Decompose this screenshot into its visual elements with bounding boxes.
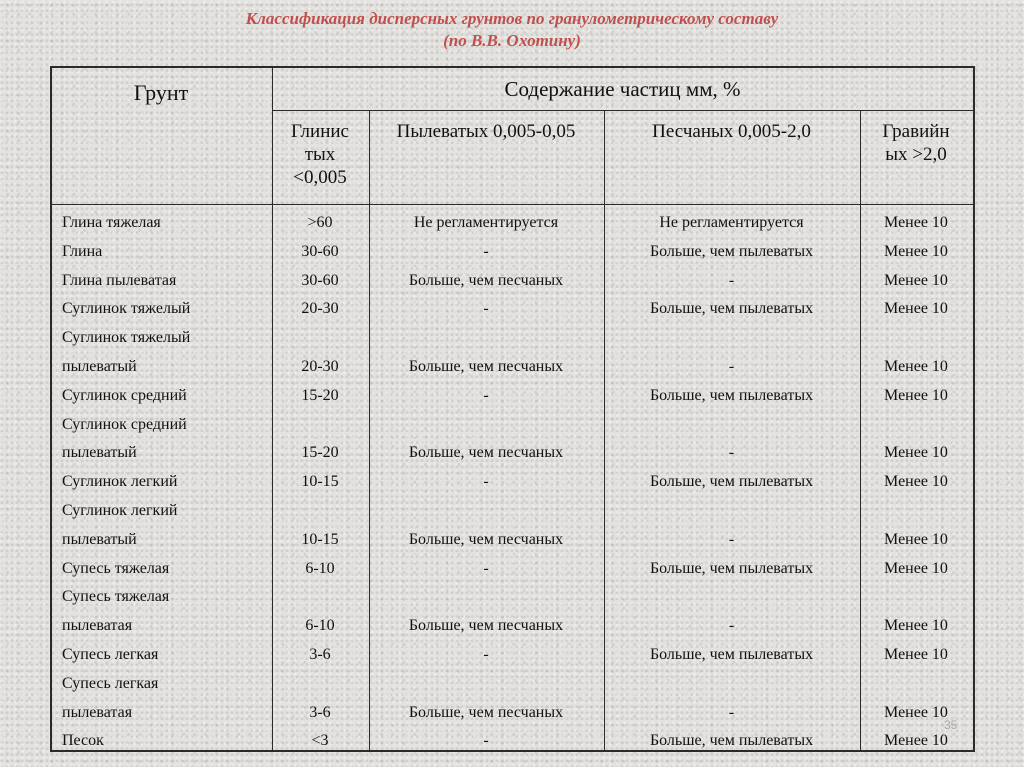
- table-cell-soil: Суглинок тяжелый: [62, 300, 191, 318]
- table-cell-gravel: [860, 670, 972, 699]
- page-number: 35: [944, 718, 958, 732]
- table-cell-sand: Больше, чем пылеватых: [649, 242, 814, 260]
- table-cell-sand: [604, 497, 859, 526]
- table-cell-silt: Больше, чем песчаных: [408, 357, 564, 375]
- table-cell-clay: 10-15: [301, 530, 339, 548]
- header-particle-content: Содержание частиц мм, %: [504, 77, 741, 101]
- table-cell-sand: Больше, чем пылеватых: [649, 473, 814, 491]
- table-cell-sand: -: [728, 357, 735, 375]
- table-cell-silt: [369, 497, 603, 526]
- table-cell-clay: [272, 497, 368, 526]
- header-silt: Пылеватых 0,005-0,05: [396, 121, 576, 142]
- table-cell-soil: Глина тяжелая: [62, 214, 161, 231]
- table-cell-gravel: Менее 10: [884, 242, 948, 260]
- table-cell-soil: пылеватый: [62, 357, 137, 375]
- table-cell-clay: 3-6: [309, 703, 331, 721]
- table-cell-silt: [369, 670, 603, 699]
- table-cell-sand: -: [728, 617, 735, 635]
- table-cell-gravel: Менее 10: [884, 473, 948, 491]
- table-cell-sand: Не регламентируется: [659, 214, 804, 231]
- table-cell-sand: [604, 583, 859, 612]
- table-cell-soil: Глина: [62, 242, 103, 260]
- table-cell-gravel: Менее 10: [884, 703, 948, 721]
- table-cell-silt: [369, 324, 603, 353]
- table-cell-sand: [604, 324, 859, 353]
- table-cell-silt: -: [483, 645, 489, 663]
- table-cell-gravel: Менее 10: [884, 444, 948, 462]
- header-divider-body: [52, 204, 975, 205]
- table-cell-gravel: Менее 10: [884, 357, 948, 375]
- table-cell-gravel: Менее 10: [884, 214, 948, 231]
- table-cell-silt: Больше, чем песчаных: [408, 271, 564, 289]
- table-cell-silt: -: [483, 300, 489, 318]
- table-cell-silt: -: [483, 559, 489, 577]
- table-cell-gravel: [860, 583, 972, 612]
- table-cell-soil: Супесь тяжелая: [62, 559, 170, 577]
- table-cell-clay: 15-20: [301, 386, 339, 404]
- table-cell-silt: -: [483, 386, 489, 404]
- slide-title: [0, 8, 1024, 52]
- table-cell-sand: Больше, чем пылеватых: [649, 559, 814, 577]
- table-cell-silt: -: [483, 732, 489, 750]
- table-cell-sand: Больше, чем пылеватых: [649, 300, 814, 318]
- table-cell-gravel: Менее 10: [884, 530, 948, 548]
- table-cell-sand: Больше, чем пылеватых: [649, 645, 814, 663]
- header-soil: Грунт: [133, 80, 189, 105]
- table-cell-gravel: Менее 10: [884, 732, 948, 750]
- table-cell-gravel: Менее 10: [884, 645, 948, 663]
- table-cell-clay: 30-60: [301, 242, 339, 260]
- table-cell-sand: -: [728, 703, 735, 721]
- table-cell-sand: -: [728, 530, 735, 548]
- table-cell-clay: 3-6: [309, 645, 331, 663]
- table-cell-sand: [604, 411, 859, 440]
- header-clay-line-1: Глинис: [291, 121, 349, 142]
- table-cell-clay: 6-10: [305, 559, 335, 577]
- table-cell-silt: Больше, чем песчаных: [408, 703, 564, 721]
- column-clay: [272, 209, 368, 756]
- table-cell-clay: [272, 670, 368, 699]
- table-cell-sand: -: [728, 444, 735, 462]
- table-cell-soil: Суглинок легкий: [62, 501, 178, 519]
- table-cell-sand: Больше, чем пылеватых: [649, 732, 814, 750]
- table-cell-sand: Больше, чем пылеватых: [649, 386, 814, 404]
- table-cell-silt: Не регламентируется: [413, 214, 559, 231]
- table-cell-silt: [369, 583, 603, 612]
- header-clay-line-2: тых: [304, 144, 336, 165]
- table-cell-clay: 6-10: [305, 617, 335, 635]
- table-cell-clay: 20-30: [301, 300, 339, 318]
- table-cell-soil: пылеватая: [62, 617, 133, 635]
- header-gravel-line-2: ых >2,0: [885, 144, 947, 165]
- column-gravel: [860, 209, 972, 756]
- table-cell-clay: 15-20: [301, 444, 339, 462]
- table-cell-clay: <3: [311, 732, 329, 750]
- table-cell-silt: -: [483, 242, 489, 260]
- table-cell-silt: Больше, чем песчаных: [408, 617, 564, 635]
- table-cell-soil: пылеватый: [62, 444, 137, 462]
- table-cell-clay: [272, 324, 368, 353]
- table-cell-gravel: Менее 10: [884, 386, 948, 404]
- table-cell-soil: Суглинок легкий: [62, 473, 178, 491]
- header-gravel-line-1: Гравийн: [882, 121, 950, 142]
- table-cell-gravel: Менее 10: [884, 617, 948, 635]
- table-cell-clay: [272, 583, 368, 612]
- table-cell-soil: Супесь тяжелая: [62, 588, 170, 606]
- table-cell-clay: >60: [307, 214, 333, 231]
- table-cell-gravel: [860, 324, 972, 353]
- table-cell-gravel: Менее 10: [884, 559, 948, 577]
- table-cell-silt: -: [483, 473, 489, 491]
- title-line-2: (по В.В. Охотину): [443, 31, 581, 50]
- table-cell-silt: [369, 411, 603, 440]
- table-cell-silt: Больше, чем песчаных: [408, 444, 564, 462]
- table-cell-soil: Суглинок средний: [62, 415, 187, 433]
- table-cell-soil: Супесь легкая: [62, 645, 159, 663]
- column-soil-name: [62, 209, 272, 756]
- title-line-1: Классификация дисперсных грунтов по гранулометрическому составу: [245, 9, 779, 28]
- table-cell-sand: -: [728, 271, 735, 289]
- table-cell-soil: пылеватый: [62, 530, 137, 548]
- table-cell-gravel: [860, 411, 972, 440]
- column-silt: [369, 209, 603, 756]
- column-sand: [604, 209, 859, 756]
- table-cell-soil: Песок: [62, 732, 104, 750]
- table-cell-soil: Суглинок средний: [62, 386, 187, 404]
- table-cell-gravel: Менее 10: [884, 271, 948, 289]
- header-clay: [272, 120, 368, 189]
- table-cell-clay: 10-15: [301, 473, 339, 491]
- table-cell-soil: Супесь легкая: [62, 674, 159, 692]
- table-cell-gravel: [860, 497, 972, 526]
- table-cell-soil: Суглинок тяжелый: [62, 329, 191, 347]
- table-cell-clay: [272, 411, 368, 440]
- header-sand: Песчаных 0,005-2,0: [652, 121, 811, 142]
- table-cell-clay: 20-30: [301, 357, 339, 375]
- table-cell-sand: [604, 670, 859, 699]
- header-gravel: [860, 120, 972, 166]
- table-cell-clay: 30-60: [301, 271, 339, 289]
- table-cell-silt: Больше, чем песчаных: [408, 530, 564, 548]
- header-clay-line-3: <0,005: [293, 167, 347, 188]
- table-cell-soil: пылеватая: [62, 703, 133, 721]
- header-divider-content: [272, 110, 975, 111]
- table-cell-gravel: Менее 10: [884, 300, 948, 318]
- table-cell-soil: Глина пылеватая: [62, 271, 177, 289]
